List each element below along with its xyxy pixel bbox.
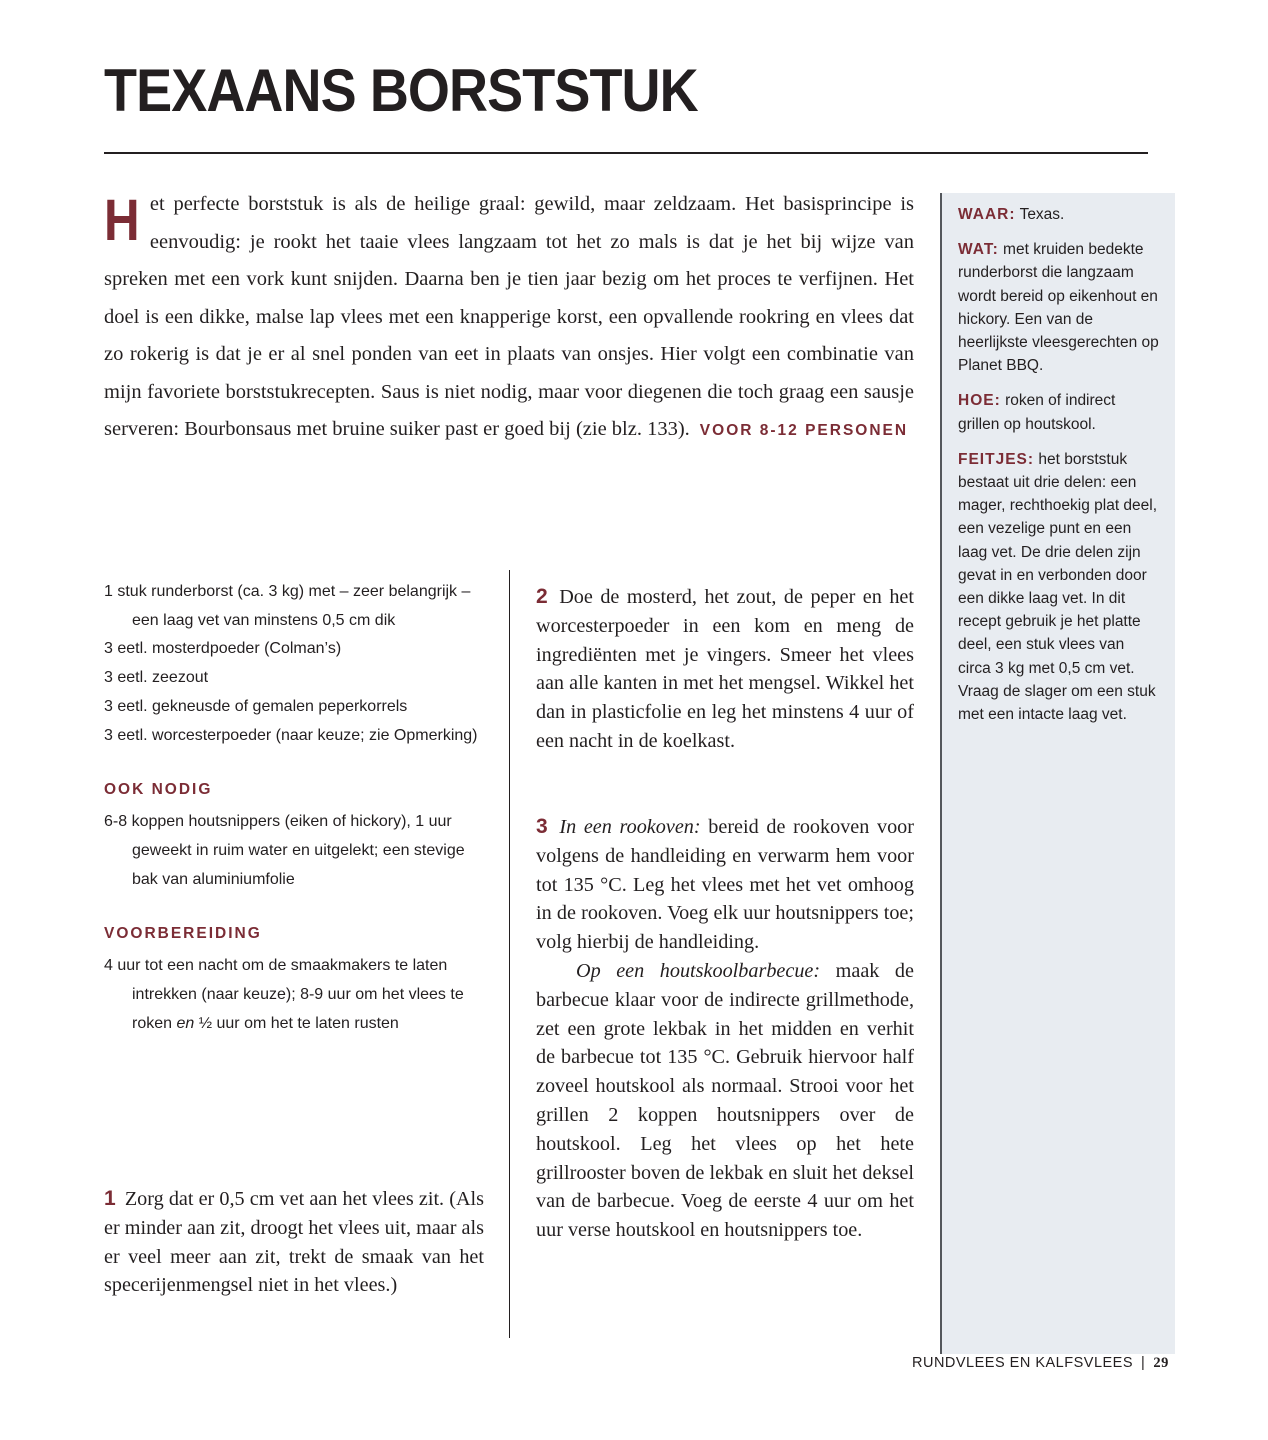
step-3 [536,813,914,1245]
waar-label: WAAR: [958,206,1016,223]
step-method-label: Op een houtskoolbarbecue: [576,959,821,982]
ingredient-item: 3 eetl. zeezout [104,669,209,687]
hoe-label: HOE: [958,392,1001,410]
wat-text: met kruiden bedekte runderborst die langzaam wordt bereid op eikenhout en hickory. Een van de heerlijkste vleesgerechten op Planet BBQ. [958,241,1159,375]
step-3-barbecue [536,957,914,1245]
ook-nodig-text: 6-8 koppen houtsnippers (eiken of hickory), 1 uur geweekt in ruim water en uitgelekt; een stevige bak van aluminiumfolie [104,813,465,888]
ingredient-item: 3 eetl. gekneusde of gemalen peperkorrels [104,697,408,715]
feitjes-text: het borststuk bestaat uit drie delen: een mager, rechthoekig plat deel, een vezelige punt en een laag vet. De drie delen zijn gevat in en verbonden door een dikke laag vet. In dit recept gebruik je het platte deel, een stuk vlees van circa 3 kg met 0,5 cm vet. Vraag de slager om een stuk met een intacte laag vet. [958,450,1158,724]
step-3-rookoven [536,813,914,957]
info-sidebar [940,193,1175,1354]
step-method-label: In een rookoven: [559,816,701,838]
step-2 [536,583,914,756]
sidebar-wat [958,238,1159,377]
voorbereiding-heading: VOORBEREIDING [104,925,262,943]
step-1 [104,1185,484,1300]
step-text: bereid de rookoven voor volgens de handleiding en verwarm hem voor tot 135 °C. Leg het vlees met het vet omhoog in de rookoven. Voeg elk uur houtsnippers toe; volg hierbij de handleiding. [536,816,915,954]
page-footer [912,1355,1169,1372]
servings-label: VOOR 8-12 PERSONEN [699,422,909,439]
page-number: 29 [1153,1355,1169,1371]
ook-nodig-heading: OOK NODIG [104,781,213,799]
feitjes-label: FEITJES: [958,450,1035,468]
voorbereiding-text-a: 4 uur tot een nacht om de smaakmakers te laten intrekken (naar keuze); 8-9 uur om het vlees te roken [104,957,464,1032]
hoe-text: roken of indirect grillen op houtskool. [958,392,1116,433]
step-text: Doe de mosterd, het zout, de peper en het worcesterpoeder in een kom en meng de ingrediënten met je vingers. Smeer het vlees aan alle kanten in met het mengsel. Wikkel het dan in plasticfolie en leg het minstens 4 uur of een nacht in de koelkast. [536,586,914,752]
ingredient-item: 1 stuk runderborst (ca. 3 kg) met – zeer belangrijk – een laag vet van minstens 0,5 cm dik [104,583,471,629]
sidebar-hoe [958,389,1159,435]
intro-text: et perfecte borststuk is als de heilige graal: gewild, maar zeldzaam. Het basisprincipe is eenvoudig: je rookt het taaie vlees langzaam tot het zo mals is dat je het bij wijze van spreken met een vork kunt snijden. Daarna ben je tien jaar bezig om het proces te verfijnen. Het doel is een dikke, malse lap vlees met een knapperige korst, een opvallende rookring en vlees dat zo rokerig is dat je er al snel ponden van eet in plaats van onsjes. Hier volgt een combinatie van mijn favoriete borststukrecepten. Saus is niet nodig, maar voor diegenen die toch graag een sausje serveren: Bourbonsaus met bruine suiker past er goed bij (zie blz. 133). [104,193,914,440]
intro-paragraph [104,186,914,450]
title-divider [104,152,1148,154]
drop-cap: H [104,188,140,253]
step-number: 3 [536,815,548,838]
step-number: 1 [104,1187,116,1210]
sidebar-waar [958,203,1159,226]
wat-label: WAT: [958,241,999,259]
waar-text: Texas. [1019,206,1065,223]
step-text: maak de barbecue klaar voor de indirecte grillmethode, zet een grote lekbak in het midden en verhit de barbecue tot 135 °C. Gebruik hiervoor half zoveel houtskool als normaal. Strooi voor het grillen 2 koppen houtsnippers over de houtskool. Leg het vlees op het hete grillrooster boven de lekbak en sluit het deksel van de barbecue. Voeg de eerste 4 uur om het uur verse houtskool en houtsnippers toe. [536,959,914,1242]
step-number: 2 [536,585,548,608]
column-divider [509,570,510,1338]
footer-section: RUNDVLEES EN KALFSVLEES [912,1355,1134,1371]
voorbereiding-text-b: ½ uur om het te laten rusten [194,1014,399,1032]
voorbereiding-text-em: en [176,1014,195,1032]
voorbereiding-text [104,952,494,1038]
ingredient-item: 3 eetl. worcesterpoeder (naar keuze; zie Opmerking) [104,726,478,744]
ingredient-item: 3 eetl. mosterdpoeder (Colman’s) [104,640,342,658]
ingredients-column [104,578,494,1038]
step-text: Zorg dat er 0,5 cm vet aan het vlees zit. (Als er minder aan zit, droogt het vlees uit, maar als er veel meer aan zit, trekt de smaak van het specerijenmengsel niet in het vlees.) [104,1188,484,1297]
footer-separator: | [1141,1355,1146,1371]
page-title: TEXAANS BORSTSTUK [104,57,698,124]
sidebar-feitjes [958,448,1159,726]
